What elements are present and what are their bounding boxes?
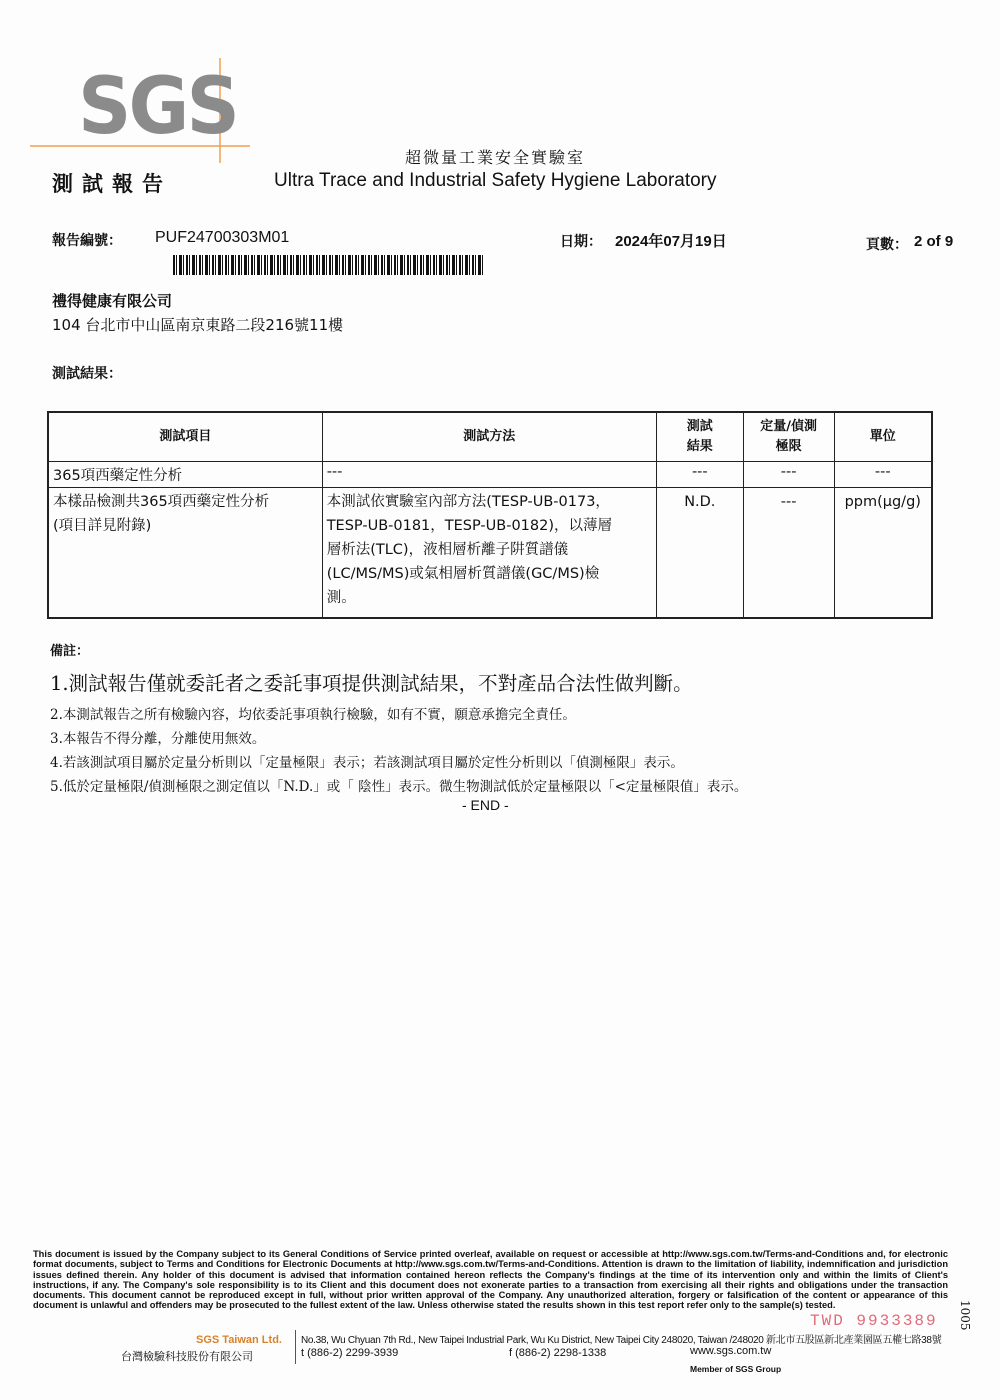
note-item: 4.若該測試項目屬於定量分析則以「定量極限」表示；若該測試項目屬於定性分析則以「偵測極限」表示。 xyxy=(50,755,684,771)
page-number: 2 of 9 xyxy=(914,233,954,250)
page-label: 頁數： xyxy=(866,237,908,253)
lab-name-zh: 超微量工業安全實驗室 xyxy=(405,148,586,167)
header-test-method: 測試方法 xyxy=(322,412,656,462)
footer-disclaimer: This document is issued by the Company subject to its General Conditions of Service printed overleaf, available on request or accessible at http://www.sgs.com.tw/Terms-and-Conditions and, for electronic format documents, subject to Terms and Conditions for Electronic Documents at http://www.sgs.com.tw/Terms-and-Conditions. Attention is drawn to the limitation of liability, indemnification and jurisdiction issues defined therein. Any holder of this document is advised that information contained hereon reflects the Company's findings at the time of its intervention only and within the limits of Client's instructions, if any. The Company's sole responsibility is to its Client and this document does not exonerate parties to a transaction from exercising all their rights and obligations under the transaction documents. This document cannot be reproduced except in full, without prior written approval of the Company. Any unauthorized alteration, forgery or falsification of the content or appearance of this document is unlawful and offenders may be prosecuted to the fullest extent of the law. Unless otherwise stated the results shown in this test report refer only to the sample(s) tested. xyxy=(33,1249,948,1311)
header-limit: 定量/偵測 極限 xyxy=(743,412,834,462)
lab-name-en: Ultra Trace and Industrial Safety Hygiene Laboratory xyxy=(274,170,717,191)
date-label: 日期： xyxy=(560,234,602,250)
client-address: 104 台北市中山區南京東路二段216號11樓 xyxy=(52,316,344,334)
header-unit: 單位 xyxy=(834,412,932,462)
row2-method xyxy=(322,488,656,618)
row2-unit: ppm(μg/g) xyxy=(834,488,932,618)
footer-address: No.38, Wu Chyuan 7th Rd., New Taipei Industrial Park, Wu Ku District, New Taipei City 248020, Taiwan /248020 新北市五股區新北產業園區五權七路38號 xyxy=(301,1335,942,1346)
side-code: 1005 xyxy=(958,1300,972,1331)
serial-number: TWD 9933389 xyxy=(810,1312,938,1330)
report-number: PUF24700303M01 xyxy=(155,229,290,246)
method-line: 本測試依實驗室內部方法(TESP-UB-0173， xyxy=(326,494,610,510)
table-header-row xyxy=(48,412,932,462)
footer-tel: t (886-2) 2299-3939 xyxy=(301,1347,399,1359)
report-number-label: 報告編號： xyxy=(52,233,122,249)
note-item: 1.測試報告僅就委託者之委託事項提供測試結果，不對產品合法性做判斷。 xyxy=(50,672,693,695)
row2-limit: --- xyxy=(743,488,834,618)
row2-item: 本樣品檢測共365項西藥定性分析 (項目詳見附錄) xyxy=(48,488,322,618)
notes-label: 備註： xyxy=(50,644,90,659)
header-test-result: 測試 結果 xyxy=(656,412,743,462)
row1-method: --- xyxy=(322,462,656,488)
method-line: 測。 xyxy=(326,590,356,606)
end-marker: - END - xyxy=(462,797,509,813)
footer-divider xyxy=(295,1330,296,1364)
barcode xyxy=(173,255,485,275)
row1-limit: --- xyxy=(743,462,834,488)
footer-member: Member of SGS Group xyxy=(690,1364,782,1374)
results-label: 測試結果： xyxy=(52,366,122,382)
note-item: 3.本報告不得分離，分離使用無效。 xyxy=(50,731,266,747)
report-title: 測試報告 xyxy=(52,171,172,196)
footer-fax: f (886-2) 2298-1338 xyxy=(509,1347,607,1359)
row2-result: N.D. xyxy=(656,488,743,618)
header-test-item: 測試項目 xyxy=(48,412,322,462)
row1-item: 365項西藥定性分析 xyxy=(48,462,322,488)
table-row xyxy=(48,488,932,618)
note-item: 2.本測試報告之所有檢驗內容，均依委託事項執行檢驗，如有不實，願意承擔完全責任。 xyxy=(50,707,576,723)
method-line: TESP-UB-0181，TESP-UB-0182)，以薄層 xyxy=(326,518,613,534)
method-line: 層析法(TLC)，液相層析離子阱質譜儀 xyxy=(326,542,569,558)
footer-website[interactable]: www.sgs.com.tw xyxy=(690,1345,772,1357)
footer-company-en: SGS Taiwan Ltd. xyxy=(196,1334,282,1346)
row1-unit: --- xyxy=(834,462,932,488)
note-item: 5.低於定量極限/偵測極限之測定值以「N.D.」或「 陰性」表示。微生物測試低於定量極限以「<定量極限值」表示。 xyxy=(50,779,748,795)
logo-text: SGS xyxy=(78,62,238,152)
results-table xyxy=(47,411,933,619)
row1-result: --- xyxy=(656,462,743,488)
table-row xyxy=(48,462,932,488)
method-line: (LC/MS/MS)或氣相層析質譜儀(GC/MS)檢 xyxy=(326,566,600,582)
footer-company-zh: 台灣檢驗科技股份有限公司 xyxy=(121,1350,253,1363)
client-name: 禮得健康有限公司 xyxy=(52,292,173,310)
report-date: 2024年07月19日 xyxy=(615,233,727,250)
